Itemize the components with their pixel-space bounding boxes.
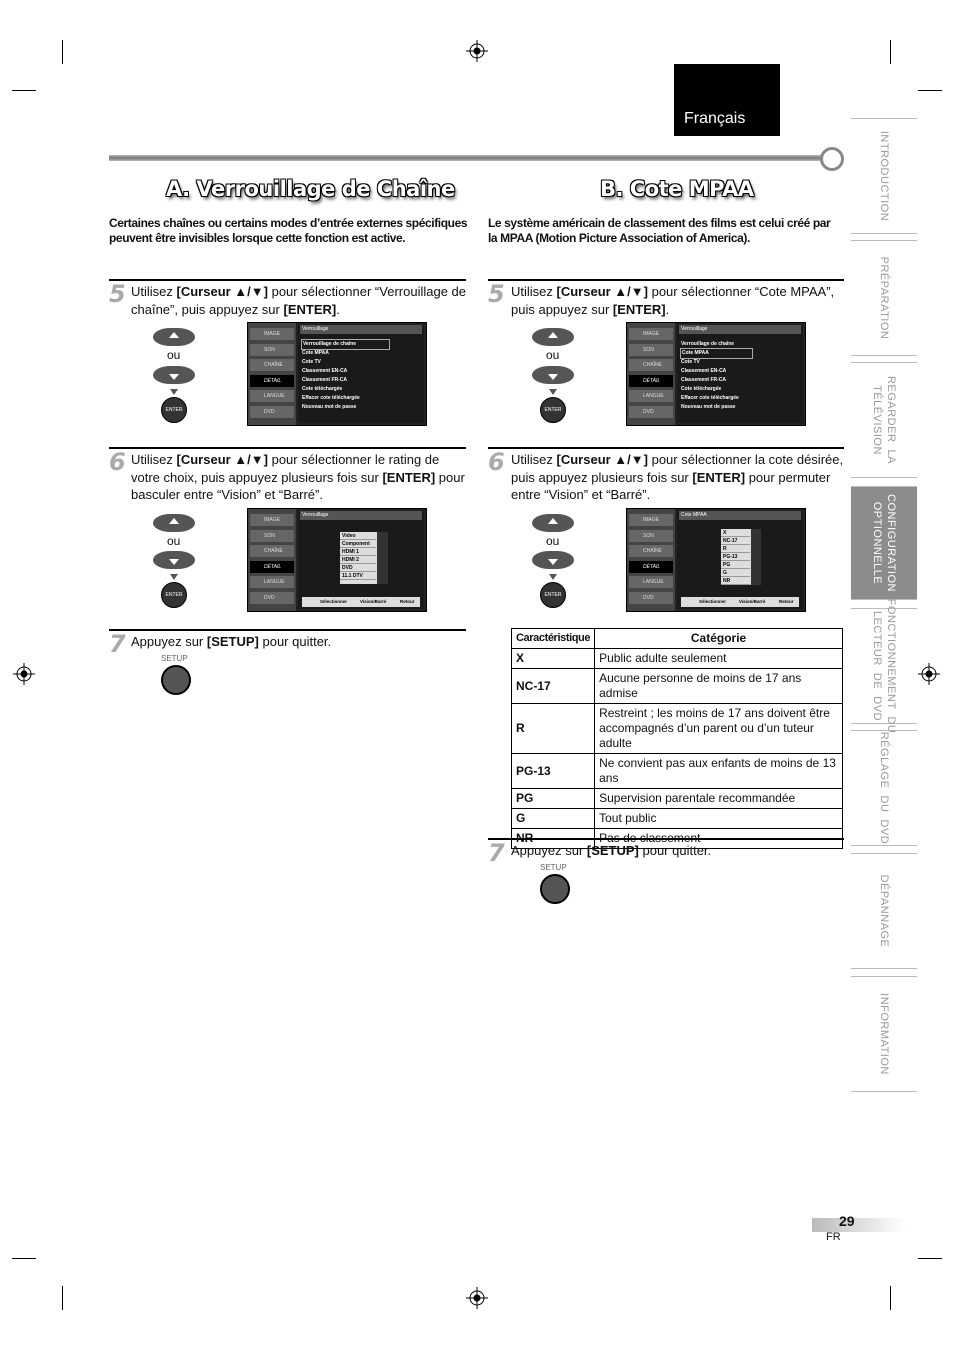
step-text-part: pour quitter. <box>638 843 712 858</box>
side-tab-introduction[interactable] <box>851 118 917 234</box>
header-rule-end-circle <box>820 147 844 171</box>
osd-panel-title: Verrouillage <box>679 325 801 334</box>
osd-item: Cote TV <box>681 359 700 365</box>
side-tab-preparation[interactable] <box>851 240 917 356</box>
osd-screen <box>247 508 427 612</box>
page-number-bar <box>812 1218 906 1232</box>
step-5-text-a <box>131 283 466 318</box>
step-divider <box>109 447 466 449</box>
step-text-part: Utilisez <box>511 452 557 467</box>
osd-bar-back: Retour <box>779 599 794 604</box>
osd-menu-item: IMAGE <box>629 328 673 340</box>
section-title-b: B. Cote MPAA <box>600 177 754 201</box>
side-tab-information[interactable] <box>851 976 917 1092</box>
osd-menu-item: CHAÎNE <box>629 359 673 371</box>
osd-rating-item: G <box>721 569 750 577</box>
step-text-part: pour sélectionner “Cote MPAA”, puis appuyez sur <box>511 284 835 317</box>
step-key-label: [ENTER] <box>612 301 666 317</box>
cursor-up-button[interactable] <box>532 514 574 532</box>
step-text-part: pour basculer entre “Vision” et “Barré”. <box>131 469 465 502</box>
cursor-down-button[interactable] <box>532 551 574 569</box>
step-7-text-a <box>131 633 466 651</box>
osd-item: Cote MPAA <box>302 350 329 356</box>
osd-input-item: Component <box>340 540 376 548</box>
osd-item: Nouveau mot de passe <box>681 404 736 410</box>
table-row <box>512 649 843 669</box>
cursor-up-button[interactable] <box>532 328 574 346</box>
step-number: 5 <box>109 280 126 308</box>
table-row <box>512 789 843 809</box>
osd-rating-list <box>721 529 761 585</box>
step-key-label: [SETUP] <box>206 634 259 649</box>
step-text-part: Utilisez <box>131 284 177 299</box>
table-cell-rating: PG <box>512 789 595 809</box>
step-5-text-b <box>511 283 844 318</box>
osd-item: Classement EN-CA <box>681 368 727 374</box>
step-number: 6 <box>109 448 126 476</box>
step-number: 7 <box>488 839 505 867</box>
arrow-down-icon <box>549 574 557 580</box>
osd-menu-item: DVD <box>250 406 294 418</box>
osd-menu-item: SON <box>250 344 294 356</box>
section-title-a: A. Verrouillage de Chaîne <box>166 177 455 201</box>
osd-item: Verrouillage de chaîne <box>302 340 389 349</box>
setup-button[interactable] <box>161 665 191 695</box>
side-tab-label: FONCTIONNEMENT DU LECTEUR DE DVD <box>871 598 897 734</box>
osd-menu-item: DÉTAIL <box>250 561 294 573</box>
step-number: 7 <box>109 630 126 658</box>
cursor-down-button[interactable] <box>153 366 195 384</box>
osd-rating-item: NC-17 <box>721 537 750 545</box>
crop-mark <box>890 1286 891 1310</box>
table-cell-category: Supervision parentale recommandée <box>595 789 843 809</box>
osd-menu-item: IMAGE <box>250 328 294 340</box>
table-cell-rating: PG-13 <box>512 754 595 789</box>
osd-screen <box>626 508 806 612</box>
osd-menu-item: CHAÎNE <box>629 545 673 557</box>
osd-input-item: Video <box>340 532 376 540</box>
osd-menu <box>248 509 296 611</box>
osd-panel <box>298 511 424 609</box>
table-cell-rating: R <box>512 704 595 754</box>
step-key-label: [ENTER] <box>283 301 337 317</box>
cursor-down-button[interactable] <box>532 366 574 384</box>
ratings-table <box>511 628 843 849</box>
osd-menu <box>248 323 296 425</box>
or-label: ou <box>546 348 560 362</box>
table-cell-category: Public adulte seulement <box>595 649 843 669</box>
or-label: ou <box>546 534 560 548</box>
osd-status-column <box>751 529 761 585</box>
osd-panel <box>677 325 803 423</box>
step-divider <box>109 629 466 631</box>
crop-mark <box>62 1286 63 1310</box>
osd-menu <box>627 323 675 425</box>
osd-menu-item: DÉTAIL <box>629 561 673 573</box>
osd-item: Classement EN-CA <box>302 368 348 374</box>
osd-menu-item: SON <box>250 530 294 542</box>
osd-menu-item: IMAGE <box>629 514 673 526</box>
side-tab-troubleshooting[interactable] <box>851 853 917 969</box>
osd-panel <box>677 511 803 609</box>
table-row <box>512 754 843 789</box>
step-key-label: [ENTER] <box>382 469 436 485</box>
osd-menu-item: SON <box>629 344 673 356</box>
step-key-label: [Curseur ▲/▼] <box>176 284 268 299</box>
intro-text-a: Certaines chaînes ou certains modes d’entrée externes spécifiques peuvent être invisibles lorsque cette fonction est active. <box>109 216 468 245</box>
step-text-part: Utilisez <box>131 452 177 467</box>
osd-input-item: 11.1 DTV <box>340 572 376 580</box>
enter-button[interactable]: ENTER <box>161 582 187 608</box>
side-tab-label: CONFIGURATION OPTIONNELLE <box>871 494 897 592</box>
osd-screen <box>626 322 806 426</box>
setup-button[interactable] <box>540 874 570 904</box>
crop-mark <box>918 90 942 91</box>
enter-button[interactable]: ENTER <box>161 397 187 423</box>
step-number: 6 <box>488 448 505 476</box>
osd-panel-title: Cote MPAA <box>679 511 801 520</box>
step-number: 5 <box>488 280 505 308</box>
osd-item: Effacer cote téléchargée <box>681 395 739 401</box>
step-key-label: [Curseur ▲/▼] <box>556 284 648 299</box>
osd-menu-item: CHAÎNE <box>250 545 294 557</box>
table-header-row <box>512 629 843 649</box>
table-row <box>512 809 843 829</box>
osd-input-list <box>340 532 388 584</box>
arrow-down-icon <box>170 574 178 580</box>
osd-item: Cote téléchargée <box>681 386 722 392</box>
table-header-cell: Catégorie <box>595 629 843 649</box>
step-key-label: [Curseur ▲/▼] <box>556 452 648 467</box>
language-label: Français <box>684 110 746 127</box>
osd-item: Classement FR-CA <box>302 377 348 383</box>
side-tab-dvd-operation[interactable] <box>851 598 917 734</box>
crop-mark <box>12 90 36 91</box>
step-divider <box>488 447 844 449</box>
osd-rating-item: NR <box>721 577 750 585</box>
step-6-text-b <box>511 451 844 504</box>
step-text-part: pour permuter entre “Vision” et “Barré”. <box>511 469 831 502</box>
cursor-down-button[interactable] <box>153 551 195 569</box>
side-tab-optional-setup[interactable] <box>851 486 917 600</box>
arrow-down-icon <box>549 389 557 395</box>
step-divider <box>488 838 844 840</box>
table-cell-rating: NC-17 <box>512 669 595 704</box>
step-divider <box>488 279 844 281</box>
table-cell-category: Restreint ; les moins de 17 ans doivent être accompagnés d’un parent ou d’un tuteur adulte <box>595 704 843 754</box>
step-text-part: Utilisez <box>511 284 557 299</box>
side-tab-watch-tv[interactable] <box>851 362 917 478</box>
crop-mark <box>918 1258 942 1259</box>
osd-rating-item: R <box>721 545 750 553</box>
step-text-part: pour sélectionner la cote désirée, puis appuyez plusieurs fois sur <box>511 452 844 485</box>
osd-screen <box>247 322 427 426</box>
setup-label: SETUP <box>161 654 188 663</box>
header-rule <box>109 155 824 161</box>
side-tab-label: DÉPANNAGE <box>878 874 890 948</box>
table-cell-category: Aucune personne de moins de 17 ans admise <box>595 669 843 704</box>
registration-mark-icon <box>918 663 940 685</box>
cursor-up-button[interactable] <box>153 514 195 532</box>
step-7-text-b <box>511 842 844 860</box>
osd-status-column <box>377 532 388 584</box>
osd-input-item: DVD <box>340 564 376 572</box>
page-language: FR <box>826 1231 841 1243</box>
osd-menu-item: DVD <box>629 592 673 604</box>
osd-item: Classement FR-CA <box>681 377 727 383</box>
osd-bar-toggle: Vision/Barré <box>360 599 387 604</box>
osd-panel-title: Verrouillage <box>300 511 422 520</box>
osd-item: Cote MPAA <box>681 349 752 358</box>
osd-panel <box>298 325 424 423</box>
osd-help-bar <box>681 597 799 607</box>
enter-button[interactable]: ENTER <box>540 582 566 608</box>
registration-mark-icon <box>466 40 488 62</box>
osd-menu-item: CHAÎNE <box>250 359 294 371</box>
step-key-label: [ENTER] <box>692 469 746 485</box>
side-tab-label: RÉGLAGE DU DVD <box>878 731 890 845</box>
osd-rating-item: PG <box>721 561 750 569</box>
osd-bar-select: Sélectionner <box>699 599 727 604</box>
arrow-down-icon <box>170 389 178 395</box>
enter-button[interactable]: ENTER <box>540 397 566 423</box>
osd-menu-item: SON <box>629 530 673 542</box>
step-text-part: pour sélectionner “Verrouillage de chaîne”, puis appuyez sur <box>131 284 466 317</box>
osd-menu-item: LANGUE <box>250 390 294 402</box>
osd-menu-item: DÉTAIL <box>250 375 294 387</box>
step-text-part: Appuyez sur <box>511 843 587 858</box>
language-label-box <box>674 64 780 136</box>
osd-menu <box>627 509 675 611</box>
side-tab-label: REGARDER LA TÉLÉVISION <box>871 376 897 464</box>
page-number: 29 <box>839 1213 855 1229</box>
registration-mark-icon <box>466 1287 488 1309</box>
or-label: ou <box>167 534 181 548</box>
step-6-text-a <box>131 451 466 504</box>
table-row <box>512 704 843 754</box>
osd-menu-item: DVD <box>629 406 673 418</box>
step-text-part: pour sélectionner le rating de votre choix, puis appuyez plusieurs fois sur <box>131 452 440 485</box>
osd-item: Verrouillage de chaîne <box>681 341 735 347</box>
osd-menu-item: LANGUE <box>629 390 673 402</box>
crop-mark <box>890 40 891 64</box>
step-text-part: pour quitter. <box>258 634 332 649</box>
step-text-part: Appuyez sur <box>131 634 207 649</box>
or-label: ou <box>167 348 181 362</box>
side-tab-label: PRÉPARATION <box>878 256 890 340</box>
side-tab-dvd-setup[interactable] <box>851 730 917 846</box>
table-row <box>512 669 843 704</box>
osd-item: Effacer cote téléchargée <box>302 395 360 401</box>
table-header-cell: Caractéristique <box>512 629 595 649</box>
step-text-part: . <box>336 301 340 317</box>
osd-input-item: HDMI 1 <box>340 548 376 556</box>
table-cell-category: Tout public <box>595 809 843 829</box>
crop-mark <box>62 40 63 64</box>
step-divider <box>109 279 466 281</box>
cursor-up-button[interactable] <box>153 328 195 346</box>
side-tab-label: INTRODUCTION <box>878 130 890 222</box>
table-cell-rating: G <box>512 809 595 829</box>
intro-text-b: Le système américain de classement des films est celui créé par la MPAA (Motion Picture Association of America). <box>488 216 831 245</box>
osd-menu-item: DVD <box>250 592 294 604</box>
osd-help-bar <box>302 597 420 607</box>
step-key-label: [SETUP] <box>586 843 639 858</box>
osd-bar-toggle: Vision/Barré <box>739 599 766 604</box>
step-text-part: . <box>665 301 670 317</box>
osd-input-item: HDMI 2 <box>340 556 376 564</box>
step-key-label: [Curseur ▲/▼] <box>176 452 268 467</box>
osd-rating-item: X <box>721 529 750 537</box>
osd-rating-item: PG-13 <box>721 553 750 561</box>
side-tab-label: INFORMATION <box>878 993 890 1075</box>
osd-menu-item: LANGUE <box>250 576 294 588</box>
registration-mark-icon <box>13 663 35 685</box>
osd-menu-item: DÉTAIL <box>629 375 673 387</box>
crop-mark <box>12 1258 36 1259</box>
osd-item: Nouveau mot de passe <box>302 404 357 410</box>
osd-bar-select: Sélectionner <box>320 599 348 604</box>
osd-item: Cote TV <box>302 359 321 365</box>
osd-menu-item: LANGUE <box>629 576 673 588</box>
osd-bar-back: Retour <box>400 599 415 604</box>
setup-label: SETUP <box>540 863 567 872</box>
osd-panel-title: Verrouillage <box>300 325 422 334</box>
table-cell-rating: X <box>512 649 595 669</box>
osd-menu-item: IMAGE <box>250 514 294 526</box>
table-cell-category: Ne convient pas aux enfants de moins de 13 ans <box>595 754 843 789</box>
osd-item: Cote téléchargée <box>302 386 343 392</box>
